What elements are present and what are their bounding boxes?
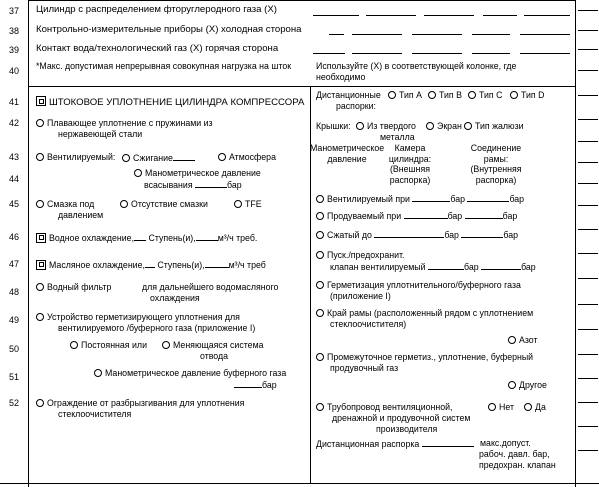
water-filter-desc: для дальнейшего водомасляного: [142, 282, 279, 292]
changing-line2: отвода: [200, 351, 229, 361]
radio-icon: [122, 154, 130, 162]
max-pressure-line2: рабоч. давл. бар,: [479, 449, 550, 459]
row-number: 49: [8, 315, 19, 325]
radio-icon: [316, 281, 324, 289]
radio-icon: [508, 381, 516, 389]
radio-icon: [36, 399, 44, 407]
radio-icon: [356, 122, 364, 130]
radio-icon: [70, 341, 78, 349]
constant-option[interactable]: Постоянная или: [70, 340, 147, 351]
row-number: 51: [8, 372, 19, 382]
top-rule: [28, 0, 576, 1]
radio-icon: [508, 336, 516, 344]
splash-guard-line2: стеклоочистителя: [58, 409, 132, 419]
radio-icon: [218, 153, 226, 161]
row-number: 43: [8, 152, 19, 162]
radio-icon: [388, 91, 396, 99]
checkbox-icon: [36, 96, 46, 106]
radio-icon: [316, 212, 324, 220]
suction-pressure-option[interactable]: Манометрическое давление: [134, 168, 261, 179]
burn-option[interactable]: Сжигание: [122, 152, 195, 164]
radio-icon: [134, 169, 142, 177]
row-number: 48: [8, 287, 19, 297]
radio-icon: [464, 122, 472, 130]
atmosphere-option[interactable]: Атмосфера: [218, 152, 276, 163]
radio-icon: [316, 353, 324, 361]
row37-label: Цилиндр с распределением фторуглеродного газа (X): [36, 4, 277, 15]
frame-right: [575, 0, 576, 487]
start-valve-line2: клапан вентилируемый бар бар: [330, 262, 536, 272]
radio-icon: [426, 122, 434, 130]
radio-icon: [316, 251, 324, 259]
type-a-option[interactable]: Тип А: [388, 90, 422, 101]
compressed-option[interactable]: Сжатый до бар бар: [316, 229, 518, 241]
piping-line3: производителя: [376, 424, 438, 434]
radio-icon: [316, 231, 324, 239]
row-number: 52: [8, 398, 19, 408]
sealing-gas-option[interactable]: Герметизация уплотнительного/буферного газа: [316, 280, 521, 291]
changing-option[interactable]: Меняющаяся система: [162, 340, 264, 351]
frame-left: [28, 0, 29, 487]
tfe-option[interactable]: TFE: [234, 199, 262, 210]
row-number: 41: [8, 97, 19, 107]
no-lube-option[interactable]: Отсутствие смазки: [120, 199, 208, 210]
no-option[interactable]: Нет: [488, 402, 514, 413]
max-pressure-label: макс.допуст.: [480, 438, 531, 448]
max-pressure-line3: предохран. клапан: [479, 460, 556, 470]
water-cooling-option[interactable]: Водное охлаждение, Ступень(и), м³/ч треб.: [36, 232, 257, 244]
start-valve-option[interactable]: Пуск./предохранит.: [316, 250, 405, 261]
sealing-gas-line2: (приложение I): [330, 291, 391, 301]
radio-icon: [36, 200, 44, 208]
type-b-option[interactable]: Тип В: [428, 90, 462, 101]
piping-option[interactable]: Трубопровод вентиляционной,: [316, 402, 452, 413]
row-number: 38: [8, 26, 19, 36]
row-number: 46: [8, 232, 19, 242]
radio-icon: [510, 91, 518, 99]
yes-option[interactable]: Да: [524, 402, 546, 413]
splash-guard-option[interactable]: Ограждение от разбрызгивания для уплотнения: [36, 398, 244, 409]
radio-icon: [428, 91, 436, 99]
nitrogen-option[interactable]: Азот: [508, 335, 538, 346]
row-number: 40: [8, 66, 19, 76]
water-filter-option[interactable]: Водный фильтр: [36, 282, 111, 293]
distance-spacer-label: Дистанционная распорка: [316, 438, 474, 450]
radio-icon: [162, 341, 170, 349]
buffer-pressure-line2: бар: [234, 379, 277, 391]
radio-icon: [36, 153, 44, 161]
radio-icon: [488, 403, 496, 411]
frame-edge-line2: стеклоочистителя): [330, 319, 407, 329]
chamber-col-header: Камера цилиндра: (Внешняя распорка): [388, 143, 432, 185]
pressure-lube-line2: давлением: [58, 210, 104, 220]
radio-icon: [120, 200, 128, 208]
row-number: 45: [8, 199, 19, 209]
solid-metal-option[interactable]: Из твердого: [356, 121, 416, 132]
radio-icon: [234, 200, 242, 208]
frame-bottom: [0, 483, 599, 484]
radio-icon: [524, 403, 532, 411]
vented-at-option[interactable]: Вентилируемый при бар бар: [316, 193, 524, 205]
purged-at-option[interactable]: Продуваемый при бар бар: [316, 210, 517, 222]
louver-option[interactable]: Тип жалюзи: [464, 121, 524, 132]
row40-hint2: необходимо: [316, 72, 366, 82]
row-number: 39: [8, 45, 19, 55]
section-top-line: [28, 86, 576, 87]
row40-hint: Используйте (X) в соответствующей колонке, где: [316, 61, 517, 71]
radio-icon: [36, 119, 44, 127]
piping-line2: дренажной и продувочной систем: [332, 413, 471, 423]
type-d-option[interactable]: Тип D: [510, 90, 544, 101]
checkbox-icon: [36, 233, 46, 243]
frame-col-header: Соединение рамы: (Внутренняя распорка): [470, 143, 522, 185]
other-option[interactable]: Другое: [508, 380, 547, 391]
intermediate-seal-line2: продувочный газ: [330, 363, 399, 373]
suction-pressure-line2: всасывания бар: [144, 180, 242, 190]
seal-section-header[interactable]: ШТОКОВОЕ УПЛОТНЕНИЕ ЦИЛИНДРА КОМПРЕССОРА: [36, 97, 304, 109]
type-c-option[interactable]: Тип С: [468, 90, 502, 101]
intermediate-seal-option[interactable]: Промежуточное герметиз., уплотнение, буферный: [316, 352, 533, 363]
oil-cooling-option[interactable]: Масляное охлаждение, Ступень(и), м³/ч треб: [36, 259, 266, 271]
seal-device-option[interactable]: Устройство герметизирующего уплотнения для: [36, 312, 240, 323]
vented-option[interactable]: Вентилируемый:: [36, 152, 115, 163]
row40-note: *Макс. допустимая непрерывная совокупная нагрузка на шток: [36, 61, 292, 71]
water-filter-desc2: охлаждения: [150, 293, 200, 303]
radio-icon: [94, 369, 102, 377]
row-number: 42: [8, 118, 19, 128]
radio-icon: [316, 403, 324, 411]
radio-icon: [36, 283, 44, 291]
radio-icon: [316, 309, 324, 317]
checkbox-icon: [36, 260, 46, 270]
radio-icon: [316, 195, 324, 203]
row38-label: Контрольно-измерительные приборы (X) холодная сторона: [36, 24, 302, 35]
row-number: 47: [8, 259, 19, 269]
spacers-label: Дистанционные: [316, 90, 381, 100]
buffer-pressure-option[interactable]: Манометрическое давление буферного газа: [94, 368, 286, 379]
floating-seal-line2: нержавеющей стали: [58, 129, 143, 139]
gauge-col-header: Манометрическое давление: [310, 143, 385, 164]
spacers-label2: распорки:: [336, 101, 376, 111]
row-number: 44: [8, 174, 19, 184]
row-number: 50: [8, 344, 19, 354]
seal-device-line2: вентилируемого /буферного газа (приложение I): [58, 323, 256, 333]
radio-icon: [468, 91, 476, 99]
row39-label: Контакт вода/технологический газ (X) горячая сторона: [36, 43, 279, 54]
row-number: 37: [8, 6, 19, 16]
solid-metal-line2: металла: [380, 132, 415, 142]
radio-icon: [36, 313, 44, 321]
screen-option[interactable]: Экран: [426, 121, 462, 132]
floating-seal-option[interactable]: Плавающее уплотнение с пружинами из: [36, 118, 213, 129]
pressure-lube-option[interactable]: Смазка под: [36, 199, 94, 210]
frame-edge-option[interactable]: Край рамы (расположенный рядом с уплотнением: [316, 308, 533, 319]
covers-label: Крышки:: [316, 121, 351, 131]
